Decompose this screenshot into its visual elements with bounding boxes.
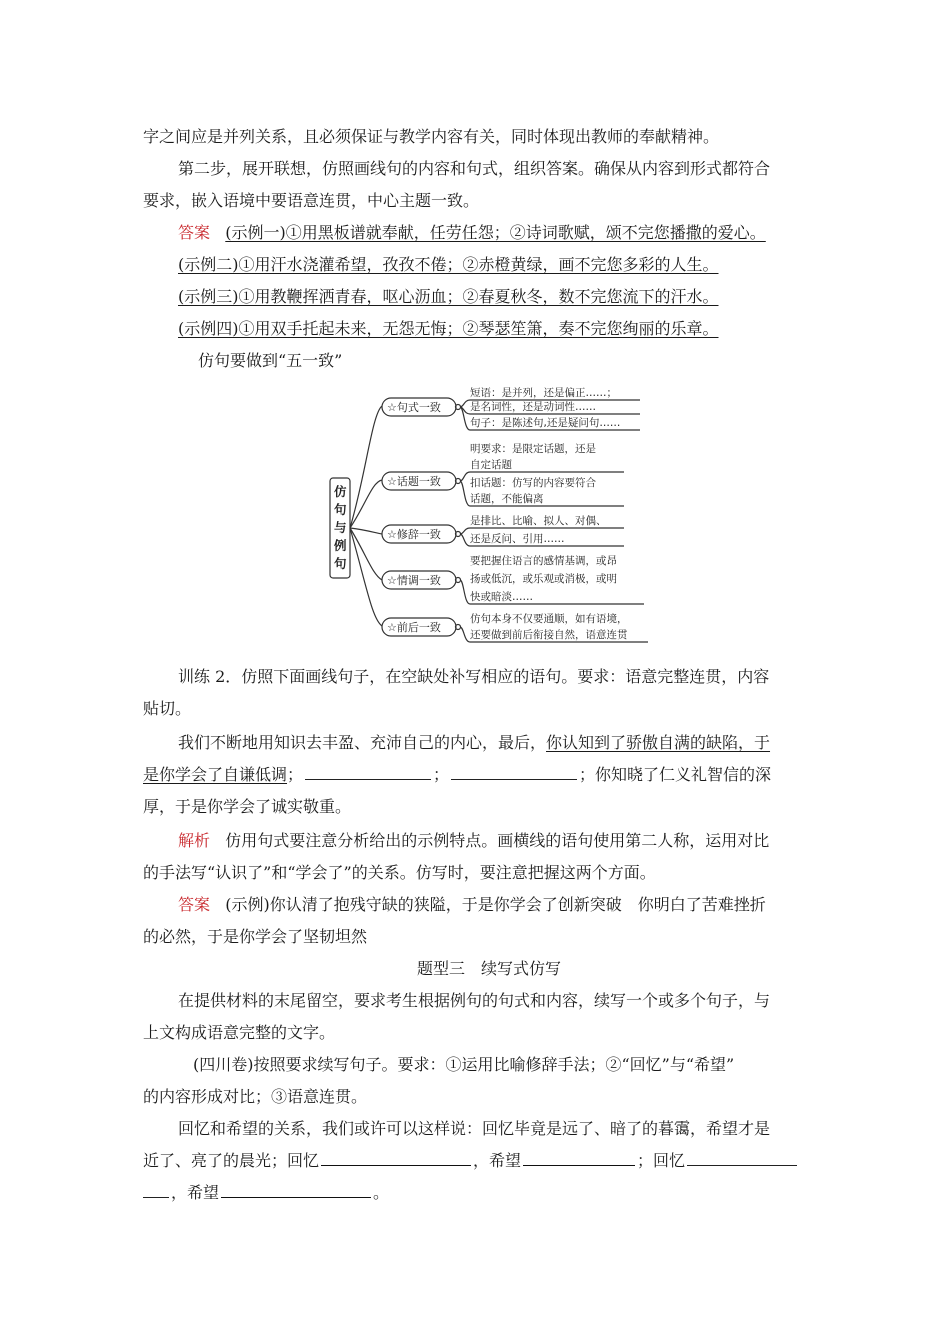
- exercise-2-sentence-line-2: [143, 764, 771, 786]
- underlined-sentence-part-2: 是你学会了自谦低调: [143, 765, 288, 784]
- answer-example-4: (示例四)①用双手托起未来，无怨无悔；②琴瑟笙箫，奏不完您绚丽的乐章。: [178, 319, 719, 338]
- section-title: 题型三 续写式仿写: [417, 959, 562, 978]
- b4-line-3: 快或暗淡……: [470, 591, 533, 603]
- b4-line-1: 要把握住语言的感情基调，或昂: [470, 555, 617, 567]
- branch-label-5: ☆前后一致: [387, 621, 441, 634]
- b1-line-2: 是名词性，还是动词性……: [470, 401, 596, 413]
- b2-line-4: 话题，不能偏离: [470, 493, 544, 505]
- analysis-text: 仿用句式要注意分析给出的示例特点。画横线的语句使用第二人称，运用对比: [225, 831, 770, 850]
- question-line-3: [143, 1182, 389, 1204]
- answer-example-2: (示例二)①用汗水浇灌希望，孜孜不倦；②赤橙黄绿，画不完您多彩的人生。: [178, 255, 719, 274]
- root-char-1: 仿: [334, 484, 347, 499]
- memory-blank-1[interactable]: [321, 1151, 471, 1166]
- answer-2-line-2: 的必然，于是你学会了坚韧坦然: [143, 927, 368, 946]
- exercise-2-sentence-line-1: [178, 732, 770, 754]
- exercise-2-line-2: 贴切。: [143, 699, 192, 718]
- step-two-line-2: 要求，嵌入语境中要语意连贯，中心主题一致。: [143, 191, 480, 210]
- b1-line-1: 短语：是并列，还是偏正……；: [470, 387, 617, 399]
- b5-line-1: 仿句本身不仅要通顺，如有语境，: [470, 613, 628, 625]
- answer-2-text: (示例)你认清了抱残守缺的狭隘，于是你学会了创新突破 你明白了苦难挫折: [225, 895, 766, 914]
- answer-example-1: [178, 222, 766, 244]
- answer-2-line-1: [178, 894, 766, 916]
- section-3-line-1: 在提供材料的末尾留空，要求考生根据例句的句式和内容，续写一个或多个句子，与: [178, 991, 771, 1010]
- question-line-2: [143, 1150, 799, 1172]
- semicolon-1: ；: [287, 765, 304, 784]
- hope-label-2: ，希望: [171, 1183, 220, 1202]
- b5-line-2: 还要做到前后衔接自然，语意连贯: [470, 629, 628, 641]
- b3-line-1: 是排比、比喻、拟人、对偶、: [470, 515, 607, 527]
- five-consistency-title: 仿句要做到“五一致”: [198, 351, 343, 370]
- connector-1: [350, 406, 382, 528]
- connector-4: [350, 528, 382, 580]
- semicolon-2: ；: [433, 765, 450, 784]
- b3-line-2: 还是反问、引用……: [470, 533, 565, 545]
- paragraph-continuation: 字之间应是并列关系，且必须保证与教学内容有关，同时体现出教师的奉献精神。: [143, 127, 720, 146]
- connector-5: [350, 528, 382, 626]
- memory-blank-2[interactable]: [687, 1151, 797, 1166]
- b1-line-3: 句子：是陈述句,还是疑问句……: [470, 417, 621, 429]
- answer-label: 答案: [178, 223, 211, 242]
- root-char-5: 句: [334, 556, 347, 571]
- branch-label-1: ☆句式一致: [387, 401, 441, 414]
- question-line-1: 回忆和希望的关系，我们或许可以这样说：回忆毕竟是远了、暗了的暮霭，希望才是: [178, 1119, 771, 1138]
- b2-line-2: 自定话题: [470, 459, 512, 471]
- hope-blank-2[interactable]: [221, 1183, 371, 1198]
- connector-2: [350, 480, 382, 528]
- exercise-2-sentence-line-3: 厚，于是你学会了诚实敬重。: [143, 797, 352, 816]
- answer-2-label: 答案: [178, 895, 211, 914]
- branch-label-4: ☆情调一致: [387, 574, 441, 587]
- b4-line-2: 扬或低沉，或乐观或消极，或明: [470, 573, 617, 585]
- mind-map-diagram: [328, 374, 658, 644]
- branch-label-2: ☆话题一致: [387, 475, 441, 488]
- root-char-3: 与: [334, 520, 347, 535]
- sichuan-question-line-1: (四川卷)按照要求续写句子。要求：①运用比喻修辞手法；②“回忆”与“希望”: [193, 1055, 735, 1074]
- memory-blank-2-continued[interactable]: [143, 1183, 169, 1198]
- sentence-tail: ；你知晓了仁义礼智信的深: [579, 765, 772, 784]
- section-3-line-2: 上文构成语意完整的文字。: [143, 1023, 336, 1042]
- answer-example-3: (示例三)①用教鞭挥洒青春，呕心沥血；②春夏秋冬，数不完您流下的汗水。: [178, 287, 719, 306]
- analysis-line-2: 的手法写“认识了”和“学会了”的关系。仿写时，要注意把握这两个方面。: [143, 863, 656, 882]
- root-char-2: 句: [334, 502, 347, 517]
- answer-blank-1[interactable]: [305, 765, 431, 780]
- answer-blank-2[interactable]: [451, 765, 577, 780]
- b2-line-1: 明要求：是限定话题，还是: [470, 443, 596, 455]
- example-1-text: (示例一)①用黑板谱就奉献，任劳任怨；②诗词歌赋，颂不完您播撒的爱心。: [225, 223, 766, 242]
- exercise-2-line-1: 训练 2．仿照下面画线句子，在空缺处补写相应的语句。要求：语意完整连贯，内容: [178, 667, 770, 686]
- root-char-4: 例: [334, 538, 347, 553]
- hope-blank-1[interactable]: [523, 1151, 635, 1166]
- sichuan-question-line-2: 的内容形成对比；③语意连贯。: [143, 1087, 368, 1106]
- analysis-label: 解析: [178, 831, 211, 850]
- sentence-intro: 我们不断地用知识去丰盈、充沛自己的内心，最后，: [178, 733, 547, 752]
- hope-label-1: ，希望: [473, 1151, 522, 1170]
- step-two-line-1: 第二步，展开联想，仿照画线句的内容和句式，组织答案。确保从内容到形式都符合: [178, 159, 771, 178]
- b2-line-3: 扣话题：仿写的内容要符合: [470, 477, 596, 489]
- question-line-2-start: 近了、亮了的晨光；回忆: [143, 1151, 320, 1170]
- memory-label-2: ；回忆: [637, 1151, 686, 1170]
- branch-label-3: ☆修辞一致: [387, 528, 441, 541]
- underlined-sentence-part-1: 你认知到了骄傲自满的缺陷，于: [546, 733, 771, 752]
- connector-3: [350, 528, 382, 534]
- analysis-line-1: [178, 830, 769, 852]
- final-period: 。: [373, 1183, 390, 1202]
